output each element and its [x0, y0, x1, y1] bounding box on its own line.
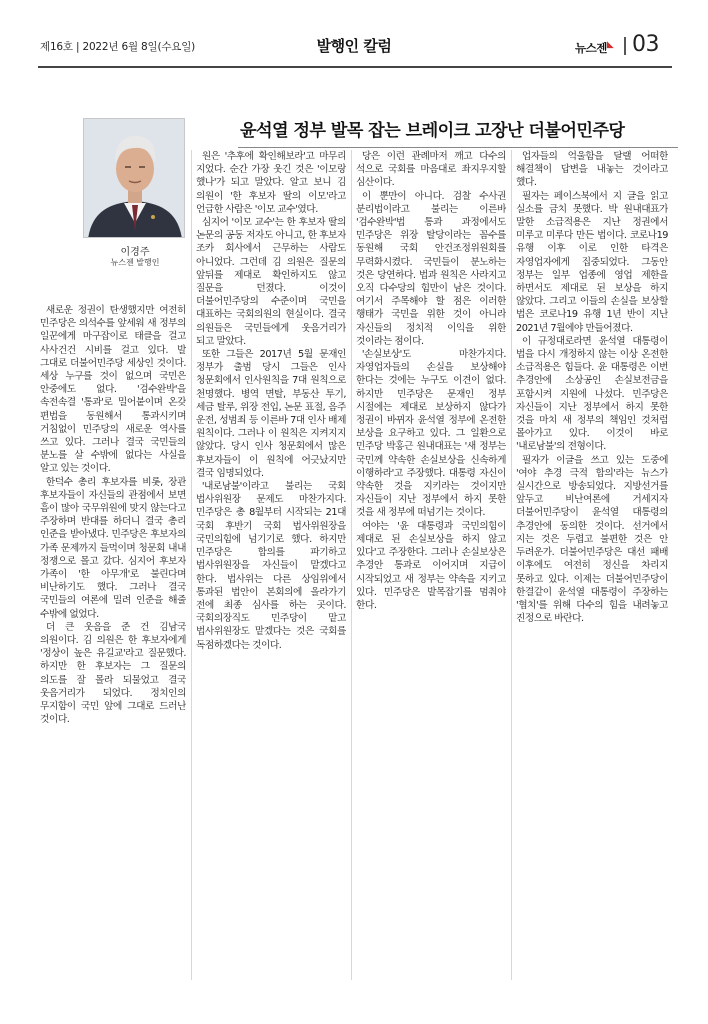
article-column-1 [40, 304, 186, 982]
article-column-3 [356, 150, 506, 982]
headline-rule [238, 147, 678, 148]
paragraph: 여야는 '윤 대통령과 국민의힘이 제대로 된 손실보상을 하지 않고 있다'고 주장한다. 그러나 손실보상은 추경안 통과로 이어지며 지급이 시작되었고 새 정부는 약속을 지키고 있다. 민주당은 발목잡기를 멈춰야 한다. [356, 520, 506, 611]
article-headline: 윤석열 정부 발목 잡는 브레이크 고장난 더불어민주당 [240, 121, 625, 141]
author-title: 뉴스젠 발행인 [110, 258, 160, 267]
paragraph: '손실보상'도 마찬가지다. 자영업자들의 손실을 보상해야 한다는 것에는 누구도 이견이 없다. 하지만 민주당은 문재인 정부 시절에는 제대로 보상하지 않다가 정권이 바뀌자 윤석열 정부에 온전한 보상을 요구하고 있다. 그 일환으로 민주당 박홍근 원내대표는 '새 정부는 국민께 약속한 손실보상을 신속하게 이행하라'고 주장했다. 대통령 자신이 약속한 것을 지키라는 것이지만 자신들이 지난 정부에서 하지 못한 것을 새 정부에 떠넘기는 것이다. [356, 349, 506, 519]
paragraph: 이 규정대로라면 윤석열 대통령이 법을 다시 개정하지 않는 이상 온전한 소급적용은 힘들다. 윤 대통령은 이번 추경안에 소상공인 손실보전금을 포함시켜 지원에 나섰다. 민주당은 자신들이 지난 정부에서 하지 못한 것을 마치 새 정부의 책임인 것처럼 몰아가고 있다. 이것이 바로 '내로남불'의 전형이다. [516, 335, 668, 453]
paragraph: 새로운 정권이 탄생했지만 여전히 민주당은 의석수를 앞세워 새 정부의 일꾼에게 마구잡이로 태클을 걸고 사사건건 시비를 걸고 있다. 발 그대로 더불어민주당 세상인 것이다. 세상 누구를 것이 없으며 국민은 안중에도 없다. '검수완박'을 속전속결 '통과'로 밀어붙이며 온갖 편법을 동원해서 통과시키며 거침없이 민주당의 새로운 역사를 쓰고 있다. 그러나 결국 국민들의 분노를 살 수밖에 없다는 사실을 알고 있는 것이다. [40, 305, 186, 475]
page-header [0, 0, 708, 72]
paragraph: 한덕수 총리 후보자를 비롯, 장관 후보자들이 자신들의 관점에서 보면 흠이 많아 국무위원에 맞지 않는다고 주장하며 반대를 하더니 결국 총리 인준을 받아냈다. 민주당은 후보자의 가족 문제까지 들먹이며 청문회 내내 정쟁으로 몰고 갔다. 심지어 후보자 가족이 '한 아무개'로 불린다며 비난하기도 했다. 그러나 결국 국민들의 여론에 밀려 인준을 해줄 수밖에 없었다. [40, 476, 186, 620]
section-title: 발행인 칼럼 [316, 37, 392, 55]
issue-date: 제16호 | 2022년 6월 8일(수요일) [40, 41, 196, 53]
portrait-icon [84, 119, 185, 238]
paragraph: 이 뿐만이 아니다. 검찰 수사권 분리법이라고 불리는 이른바 '검수완박'법 통과 과정에서도 민주당은 위장 탈당이라는 꼼수를 동원해 국회 안건조정위원회를 무력화시켰다. 국민들이 분노하는 것은 당연하다. 법과 원칙은 사라지고 오직 다수당의 힘만이 남은 것이다. 여기서 주목해야 할 점은 이러한 행태가 국민을 위한 것이 아니라 자신들의 정치적 이익을 위한 것이라는 점이다. [356, 190, 506, 347]
logo-text: 뉴스젠 [575, 41, 607, 55]
article-column-4 [516, 150, 668, 982]
author-name: 이경주 [120, 247, 150, 258]
logo-mark-icon: ◣ [606, 40, 614, 50]
paragraph: 또한 그들은 2017년 5월 문재인 정부가 출범 당시 그들은 인사 청문회에서 인사원칙을 7대 원칙으로 천명했다. 병역 면탈, 부동산 투기, 세금 탈루, 위장 전입, 논문 표절, 음주 운전, 성범죄 등 이른바 7대 인사 배제 원칙이다. 그러나 이 원칙은 지켜지지 않았다. 당시 인사 청문회에서 많은 후보자들이 이 원칙에 어긋났지만 결국 임명되었다. [196, 349, 346, 479]
article-column-2 [196, 150, 346, 982]
header-separator [624, 37, 626, 55]
paragraph: 더 큰 웃음을 준 건 김남국 의원이다. 김 의원은 한 후보자에게 '정상이 높은 유길교'라고 질문했다. 하지만 한 후보자는 그 질문의 의도를 잘 몰라 되물었고 결국 웃음거리가 되었다. 정치인의 무지함이 국민 앞에 그대로 드러난 것이다. [40, 621, 186, 726]
column-divider [191, 150, 192, 980]
page-number: 03 [632, 32, 659, 57]
newspaper-logo [575, 40, 613, 56]
author-photo [83, 118, 185, 238]
paragraph: 필자가 이글을 쓰고 있는 도중에 '여야 추경 극적 합의'라는 뉴스가 실시간으로 방송되었다. 지방선거를 앞두고 비난여론에 거세지자 더불어민주당이 윤석열 대통령의 추경안에 동의한 것이다. 선거에서 지는 것은 두렵고 불편한 것은 안 두려운가. 더불어민주당은 대선 패배 이후에도 여전히 정신을 차리지 못하고 있다. 이제는 더불어민주당이 한결같이 윤석열 대통령이 주장하는 '협치'를 위해 다수의 힘을 내려놓고 진정으로 바란다. [516, 454, 668, 625]
paragraph: 원은 '추후에 확인해보라'고 마무리 지었다. 순간 가장 웃긴 것은 '이모랑 했나'가 되고 말았다. 알고 보니 김 의원이 '한 후보자 딸의 이모'라고 언급한 사람은 '이모 교수'였다. [196, 151, 346, 215]
paragraph: 심지어 '이모 교수'는 한 후보자 딸의 논문의 공동 저자도 아니고, 한 후보자 조카 회사에서 근무하는 사람도 아니었다. 그런데 김 의원은 질문의 앞뒤를 제대로 확인하지도 않고 질문을 던졌다. 이것이 더불어민주당의 수준이며 국민을 대표하는 국회의원의 현실이다. 결국 의원들은 국민들에게 웃음거리가 되고 말았다. [196, 217, 346, 347]
column-divider [351, 150, 352, 980]
paragraph: '내로남불'이라고 불리는 국회 법사위원장 문제도 마찬가지다. 민주당은 총 8월부터 시작되는 21대 국회 후반기 국회 법사위원장을 국민의힘에 넘기기로 했다. 하지만 민주당은 합의를 파기하고 법사위원장을 자신들이 맡겠다고 한다. 법사위는 다른 상임위에서 통과된 법안이 본회의에 올라가기 전에 최종 심사를 하는 곳이다. 국회의장직도 민주당이 맡고 법사위원장도 맡겠다는 것은 국회를 독점하겠다는 것이다. [196, 481, 346, 651]
paragraph: 업자들의 억울함을 달랠 어떠한 해결책이 답변을 내놓는 것이라고 했다. [516, 151, 668, 189]
column-divider [511, 150, 512, 980]
paragraph: 당은 이런 관례마저 깨고 다수의 석으로 국회를 마음대로 좌지우지할 심산이다. [356, 151, 506, 189]
header-rule [38, 66, 672, 68]
paragraph: 필자는 페이스북에서 지 글을 읽고 실소를 금치 못했다. 박 원내대표가 말한 소급적용은 지난 정권에서 미루고 미루다 만든 법이다. 코로나19 유행 이후 이로 인한 타격은 자영업자에게 집중되었다. 그동안 정부는 일부 업종에 영업 제한을 하면서도 제대로 된 보상을 하지 않았다. 그리고 이들의 손실을 보상할 법은 코로나19 유행 1년 반이 지난 2021년 7월에야 만들어졌다. [516, 190, 668, 334]
